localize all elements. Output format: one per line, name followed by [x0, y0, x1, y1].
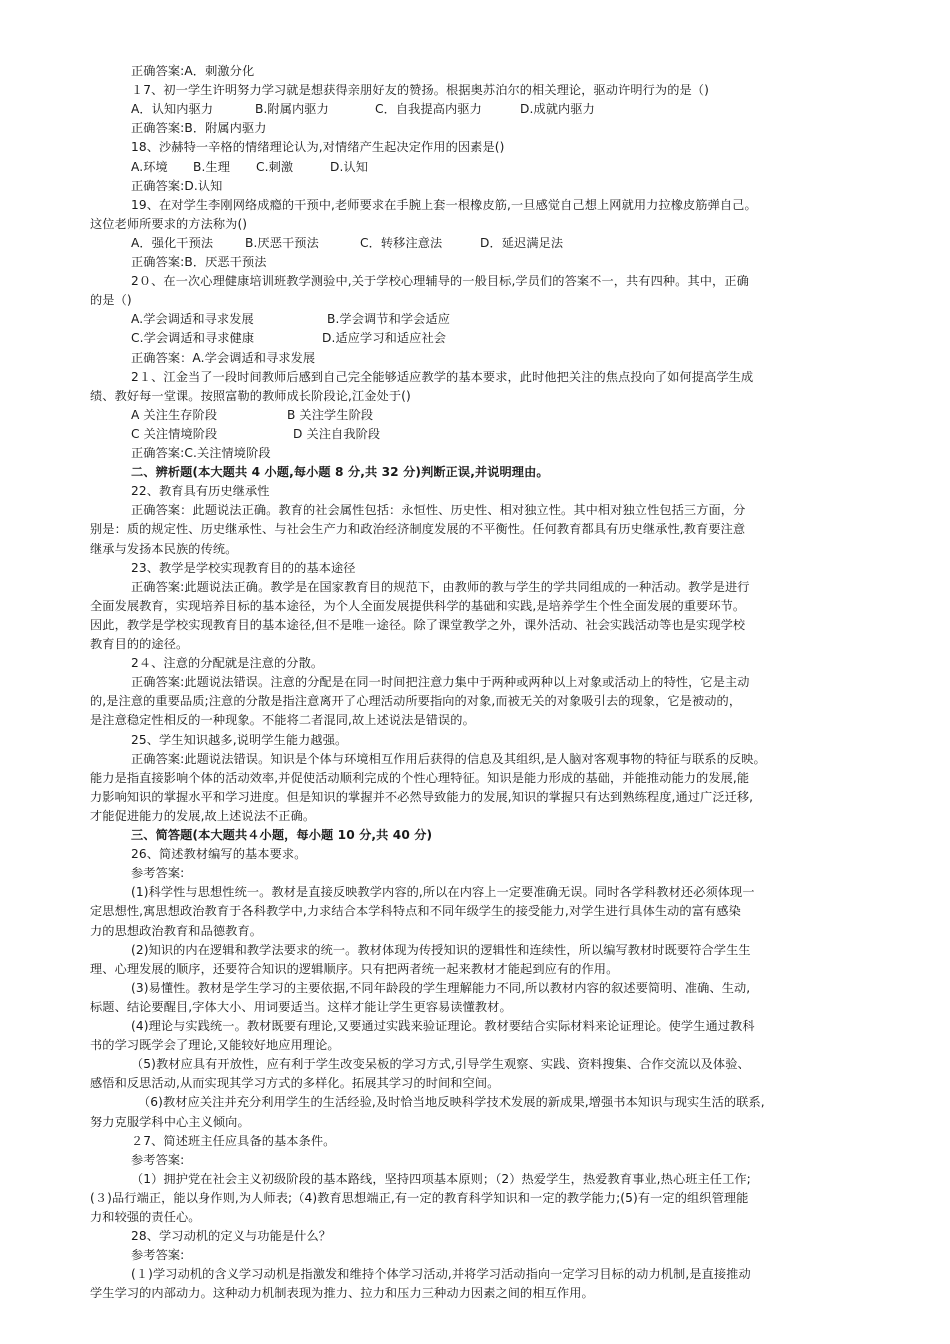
text-line: 二、辨析题(本大题共 4 小题,每小题 8 分,共 32 分)判断正误,并说明理由。 [131, 465, 549, 480]
text-line: 全面发展教育，实现培养目标的基本途径，为个人全面发展提供科学的基础和实践,是培养学生个性全面发展的重要环节。 [90, 598, 746, 613]
answer-option: D.认知 [330, 159, 369, 174]
text-line: 努力克服学科中心主义倾向。 [90, 1114, 250, 1129]
text-line: 继承与发扬本民族的传统。 [90, 541, 238, 556]
answer-option: B.学会调节和学会适应 [327, 312, 451, 327]
answer-option: A.环境 [131, 159, 168, 174]
text-line: 三、简答题(本大题共４小题，每小题 10 分,共 40 分) [131, 828, 433, 842]
text-line: （5)教材应具有开放性，应有利于学生改变呆板的学习方式,引导学生观察、实践、资料搜集、合作交流以及体验、 [131, 1057, 750, 1072]
text-line: 才能促进能力的发展,故上述说法不正确。 [90, 808, 316, 823]
text-line: 定思想性,寓思想政治教育于各科教学中,力求结合本学科特点和不同年级学生的接受能力,对学生进行具体生动的富有感染 [90, 904, 741, 919]
text-line: 正确答案:此题说法错误。知识是个体与环境相互作用后获得的信息及其组织,是人脑对客观事物的特征与联系的反映。 [131, 751, 766, 766]
text-line: 18、沙赫特一辛格的情绪理论认为,对情绪产生起决定作用的因素是() [131, 140, 505, 155]
text-line: 正确答案:B．厌恶干预法 [131, 255, 267, 269]
text-line: 正确答案：此题说法正确。教育的社会属性包括：永恒性、历史性、相对独立性。其中相对独立性包括三方面，分 [131, 503, 746, 518]
answer-option: C．转移注意法 [360, 235, 443, 250]
text-line: ２7、简述班主任应具备的基本条件。 [131, 1133, 336, 1148]
text-line: (３)品行端正，能以身作则,为人师表;（4)教育思想端正,有一定的教育科学知识和一定的教学能力;(5)有一定的组织管理能 [90, 1190, 749, 1205]
text-line: 力影响知识的掌握水平和学习进度。但是知识的掌握并不必然导致能力的发展,知识的掌握只有达到熟练程度,通过广泛迁移, [90, 789, 754, 804]
text-line: 正确答案:此题说法错误。注意的分配是在同一时间把注意力集中于两种或两种以上对象或活动上的特性，它是主动 [131, 675, 750, 690]
text-line: 的是（) [90, 293, 132, 308]
answer-option: C.刺激 [256, 159, 294, 174]
text-line: 正确答案:D.认知 [131, 178, 223, 193]
text-line: 19、在对学生李刚网络成瘾的干预中,老师要求在手腕上套一根橡皮筋,一旦感觉自己想上网就用力拉橡皮筋弹自己。 [131, 197, 757, 212]
text-line: 因此，教学是学校实现教育目的基本途径,但不是唯一途径。除了课堂教学之外，课外活动、社会实践活动等也是实现学校 [90, 617, 746, 632]
text-line: １7、初一学生许明努力学习就是想获得亲朋好友的赞扬。根据奥苏泊尔的相关理论，驱动许明行为的是（) [131, 83, 709, 98]
text-line: 力和较强的责任心。 [90, 1210, 201, 1224]
text-line: 正确答案:此题说法正确。教学是在国家教育目的规范下，由教师的教与学生的学共同组成的一种活动。教学是进行 [131, 579, 750, 594]
text-line: 参考答案: [131, 1248, 185, 1263]
answer-option: A 关注生存阶段 [131, 407, 218, 422]
text-line: 23、教学是学校实现教育目的的基本途径 [131, 560, 356, 575]
answer-option: B 关注学生阶段 [287, 407, 374, 422]
text-line: 绩、教好每一堂课。按照富勒的教师成长阶段论,江金处于() [90, 388, 411, 403]
text-line: 教育目的的途径。 [90, 637, 189, 651]
answer-option: C 关注情境阶段 [131, 426, 218, 441]
text-line: 正确答案:B．附属内驱力 [131, 121, 267, 136]
text-line: 书的学习既学会了理论,又能较好地应用理论。 [90, 1038, 340, 1053]
text-line: 力的思想政治教育和品德教育。 [90, 923, 263, 938]
text-line: 28、学习动机的定义与功能是什么？ [131, 1229, 332, 1244]
text-line: (4)理论与实践统一。教材既要有理论,又要通过实践来验证理论。教材要结合实际材料来论证理论。使学生通过教科 [131, 1019, 755, 1033]
answer-option: B.生理 [193, 159, 231, 174]
text-line: 参考答案: [131, 866, 185, 881]
text-line: 能力是指直接影响个体的活动效率,并促使活动顺利完成的个性心理特征。知识是能力形成的基础，并能推动能力的发展,能 [90, 770, 750, 785]
answer-option: C．自我提高内驱力 [375, 102, 482, 117]
text-line: (2)知识的内在逻辑和教学法要求的统一。教材体现为传授知识的逻辑性和连续性，所以编写教材时既要符合学生生 [131, 942, 751, 957]
text-line: 25、学生知识越多,说明学生能力越强。 [131, 732, 348, 747]
text-line: 参考答案: [131, 1152, 185, 1167]
answer-option: C.学会调适和寻求健康 [131, 331, 255, 346]
text-line: 学生学习的内部动力。这种动力机制表现为推力、拉力和压力三种动力因素之间的相互作用。 [90, 1286, 594, 1301]
text-line: 26、简述教材编写的基本要求。 [131, 847, 307, 862]
text-line: 正确答案：A.学会调适和寻求发展 [131, 350, 316, 365]
answer-option: B.附属内驱力 [255, 102, 329, 117]
text-line: 感悟和反思活动,从而实现其学习方式的多样化。拓展其学习的时间和空间。 [90, 1076, 500, 1091]
text-line: (１)学习动机的含义学习动机是指激发和维持个体学习活动,并将学习活动指向一定学习目标的动力机制,是直接推动 [131, 1267, 751, 1282]
text-line: 别是：质的规定性、历史继承性、与社会生产力和政治经济制度发展的不平衡性。任何教育都具有历史继承性,教育要注意 [90, 522, 746, 537]
text-line: 2４、注意的分配就是注意的分散。 [131, 656, 324, 671]
text-line: (1)科学性与思想性统一。教材是直接反映教学内容的,所以在内容上一定要准确无误。同时各学科教材还必须体现一 [131, 885, 755, 900]
text-line: 22、教育具有历史继承性 [131, 484, 270, 499]
text-line: 的,是注意的重要品质;注意的分散是指注意离开了心理活动所要指向的对象,而被无关的对象吸引去的现象，它是被动的， [90, 694, 742, 709]
text-line: 2１、江金当了一段时间教师后感到自己完全能够适应教学的基本要求，此时他把关注的焦点投向了如何提高学生成 [131, 369, 754, 384]
answer-option: B.厌恶干预法 [245, 235, 319, 250]
text-line: （1）拥护党在社会主义初级阶段的基本路线，坚持四项基本原则；（2）热爱学生，热爱教育事业,热心班主任工作; [131, 1171, 751, 1186]
answer-option: A．强化干预法 [131, 235, 214, 250]
answer-option: D．延迟满足法 [480, 235, 564, 250]
text-line: 是注意稳定性相反的一种现象。不能将二者混同,故上述说法是错误的。 [90, 713, 475, 728]
text-line: 2０、在一次心理健康培训班教学测验中,关于学校心理辅导的一般目标,学员们的答案不一，共有四种。其中，正确 [131, 274, 749, 289]
text-line: 正确答案:A．刺激分化 [131, 64, 255, 78]
text-line: 这位老师所要求的方法称为() [90, 216, 248, 231]
answer-option: D 关注自我阶段 [293, 426, 381, 441]
text-line: (3)易懂性。教材是学生学习的主要依据,不同年龄段的学生理解能力不同,所以教材内容的叙述要简明、准确、生动, [131, 980, 751, 995]
answer-option: D.成就内驱力 [520, 102, 595, 117]
text-line: （6)教材应关注并充分利用学生的生活经验,及时恰当地反映科学技术发展的新成果,增强书本知识与现实生活的联系, [138, 1095, 765, 1110]
answer-option: A.学会调适和寻求发展 [131, 312, 254, 327]
text-line: 理、心理发展的顺序，还要符合知识的逻辑顺序。只有把两者统一起来教材才能起到应有的作用。 [90, 961, 619, 976]
answer-option: D.适应学习和适应社会 [322, 331, 447, 346]
answer-option: A．认知内驱力 [131, 102, 214, 117]
text-line: 标题、结论要醒目,字体大小、用词要适当。这样才能让学生更容易读懂教材。 [90, 999, 512, 1014]
text-line: 正确答案:C.关注情境阶段 [131, 446, 271, 460]
